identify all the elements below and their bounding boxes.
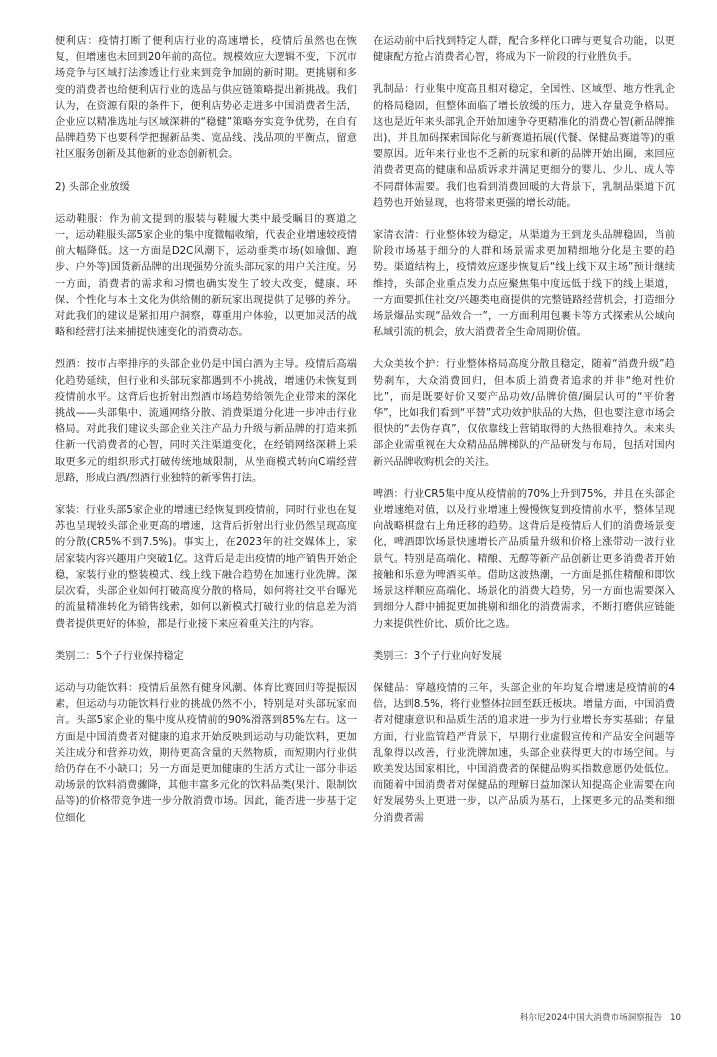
paragraph-sports-drinks: 运动与功能饮料：疫情后虽然有健身风潮、体育比赛回归等提振因素，但运动与功能饮料行业的挑战仍然不小，特别是对头部玩家而言。头部5家企业的集中度从疫情前的90%滑落到85%左右。这一方面是中国消费者对健康的追求开始反映到运动与功能饮料，更加关注成分和营养功效，期待更高含量的天然物质，而短期内行业供给仍存在不小缺口；另一方面是更加健康的生活方式让一部分非运动场景的饮料消费骤降，其他丰富多元化的饮料品类(果汁、限制饮品等)的价格带竞争进一步分散消费市场。因此，能否进一步基于定位细化: [55, 682, 357, 824]
paragraph-household-cleaning: 家清衣清：行业整体较为稳定，从渠道为王到龙头品牌稳固，当前阶段市场基于细分的人群和场景需求更加精细地分化是主要的趋势。渠道结构上，疫情效应逐步恢复后“线上线下双主场”预计继续维持，头部企业重点发力点应聚焦集中度远低于线下的线上渠道，一方面要抓住社交/兴趣类电商提供的完整链路经营机会，打造细分场景爆品实现“品效合一”，一方面利用包裹卡等方式探索从公域向私域引流的机会，放大消费者全生命周期价值。: [373, 230, 675, 339]
page-footer: [520, 1011, 681, 1023]
section-heading-category-three: 类别三：3个子行业向好发展: [373, 650, 502, 662]
paragraph-sports-drinks-continued: 在运动前中后找到特定人群，配合多样化口碑与更复合功能，以更健康配方抢占消费者心智，将成为下一阶段的行业胜负手。: [373, 36, 675, 64]
left-column: [55, 34, 357, 843]
paragraph-convenience-store: 便利店：疫情打断了便利店行业的高速增长，疫情后虽然也在恢复，但增速也未回到20年前的高位。规模效应大逻辑不变，下沉市场竞争与区域打法渗透让行业来到竞争加剧的新时期。更挑剔和多变的消费者也给便利店行业的选品与供应链策略提出新挑战。我们认为，在资源有限的条件下，便利店势必走进多中国消费者生活，企业应以精准选址与区域深耕的“稳健”策略夯实竞争优势，在自有品牌趋势下也要科学把握新品类、宽品线、浅品项的平衡点，留意社区服务创新及其他新的业态创新机会。: [55, 36, 357, 161]
section-heading-slowdown: 2) 头部企业放缓: [55, 181, 130, 193]
paragraph-sportswear: 运动鞋服：作为前文提到的服装与鞋履大类中最受瞩目的赛道之一，运动鞋服头部5家企业的集中度微幅收缩，代表企业增速较疫情前大幅降低。这一方面是D2C风潮下，运动垂类市场(如瑜伽、跑步、户外等)国货新品牌的出现强势分流头部玩家的用户关注度。另一方面，消费者的需求和习惯也确实发生了较大改变，健康、环保、个性化与本土文化为供给侧的新玩家出现提供了足够的养分。对此我们的建议是紧扣用户洞察，尊重用户体验，以更加灵活的战略和经营打法来捕捉快速变化的消费动态。: [55, 213, 357, 339]
page-number: 10: [670, 1013, 681, 1023]
paragraph-dairy: 乳制品：行业集中度高且相对稳定，全国性、区域型、地方性乳企的格局稳固，但整体面临了增长放缓的压力，进入存量竞争格局。这也是近年来头部乳企开始加速争夺更精准化的消费心智(新品牌推出)，并且加码探索国际化与新赛道拓展(代餐、保健品赛道等)的重要原因。近年来行业也不乏新的玩家和新的品牌开始出圈，来回应消费者更高的健康和品质诉求并满足更细分的婴儿、少儿、成人等不同群体需要。我们也看到消费回暖的大背景下，乳制品渠道下沉趋势也开始显现，也将带来更强的增长动能。: [373, 84, 675, 209]
paragraph-mass-beauty: 大众美妆个护：行业整体格局高度分散且稳定，随着“消费升级”趋势刹车，大众消费回归，但本质上消费者追求的并非“绝对性价比”，而是既要好价又要产品功效/品牌价值/圈层认可的“平价奢华”，比如我们看到“平替”式功效护肤品的大热，但也要注意市场会很快的“去伪存真”，仅依靠线上营销取得的大热很难持久。未来头部企业需重视在大众精品品牌梯队的产品研发与布局，包括对国内新兴品牌收购机会的关注。: [373, 359, 675, 468]
paragraph-spirits: 烈酒：按市占率排序的头部企业仍是中国白酒为主导。疫情后高端化趋势延续，但行业和头部玩家都遇到不小挑战，增速仍未恢复到疫情前水平。这背后也折射出烈酒市场趋势给领先企业带来的深化挑战——头部集中、流通网络分散、消费渠道分化进一步冲击行业格局。对此我们建议头部企业关注产品力升级与新品牌的打造来抓住新一代消费者的心智，同时关注渠道变化，在经销网络深耕上采取更多元的组织形式打破传统地域限制，从坐商模式转向C端经营思路，形成白酒/烈酒行业独特的新零售打法。: [55, 359, 357, 484]
paragraph-home-decoration: 家装：行业头部5家企业的增速已经恢复到疫情前，同时行业也在复苏也呈现较头部企业更高的增速，这背后折射出行业仍然呈现高度的分散(CR5%不到7.5%)。事实上，在2023年的社交媒体上，家居家装内容兴趣用户突破1亿。这背后是走出疫情的地产销售开始企稳，家装行业的整装模式、线上线下融合趋势在加速行业洗牌。深层次看，头部企业如何打破高度分散的格局，如何将社交平台曝光的流量精准转化为销售线索，如何以新模式打破行业的信息差为消费者提供更好的体验，都是行业接下来应着重关注的内容。: [55, 505, 357, 630]
paragraph-health-supplements: 保健品：穿越疫情的三年，头部企业的年均复合增速是疫情前的4倍，达到8.5%，将行业整体拉回至跃迁板块。增量方面，中国消费者对健康意识和品质生活的追求进一步为行业增长夯实基础；存量方面，行业监管趋严背景下，早期行业虚假宣传和产品安全问题等乱象得以改善，行业洗牌加速，头部企业获得更大的市场空间。与欧美发达国家相比，中国消费者的保健品购买指数意愿仍处低位。而随着中国消费者对保健品的理解日益加深认知提高企业需要在向好发展势头上更进一步，以产品质为基石，上探更多元的品类和细分消费者需: [373, 682, 675, 824]
paragraph-beer: 啤酒：行业CR5集中度从疫情前的70%上升到75%，并且在头部企业增速绝对值，以及行业增速上慢慢恢复到疫情前水平，整体呈现向战略棋盘右上角迁移的趋势。这背后是疫情后人们的消费场景变化，啤酒即饮场景快速增长产品质量升级和价格上涨带动一波行业景气。特别是高端化、精酿、无醇等新产品创新让更多消费者开始接触和乐意为啤酒买单。借助这波热潮，一方面是抓住精酿和即饮场景这样顺应高端化、场景化的消费大趋势，另一方面也需要深入到细分人群中捕捉更加挑剔和细化的消费需求，不断打磨供应链能力来提供性价比、质价比之选。: [373, 488, 675, 630]
right-column: [373, 34, 675, 843]
section-heading-category-two: 类别二：5个子行业保持稳定: [55, 650, 184, 662]
report-title: 科尔尼2024中国大消费市场洞察报告: [519, 1013, 663, 1023]
